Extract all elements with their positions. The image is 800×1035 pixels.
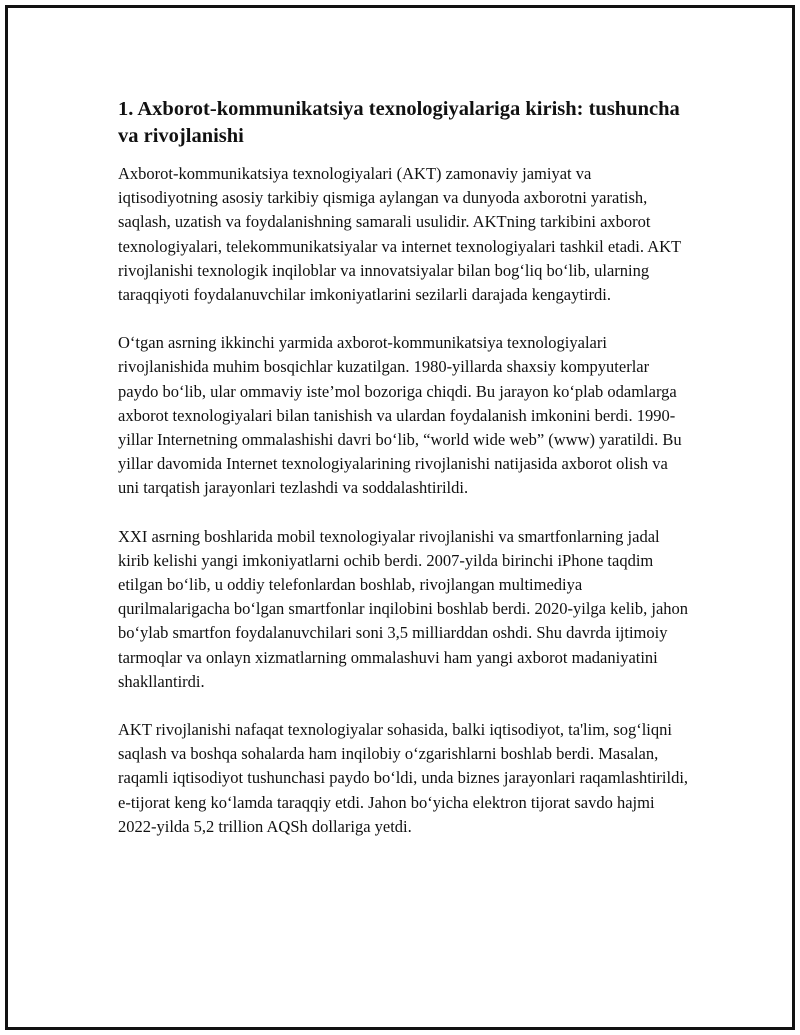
section-heading: 1. Axborot-kommunikatsiya texnologiyalariga kirish: tushuncha va rivojlanishi	[118, 98, 680, 147]
paragraph-3: XXI asrning boshlarida mobil texnologiyalar rivojlanishi va smartfonlarning jadal kirib kelishi yangi imkoniyatlarni ochib berdi. 2007-yilda birinchi iPhone taqdim etilgan bo‘lib, u oddiy telefonlardan boshlab, rivojlangan multimediya qurilmalarigacha bo‘lgan smartfonlar inqilobini boshlab berdi. 2020-yilga kelib, jahon bo‘ylab smartfon foydalanuvchilari soni 3,5 milliarddan oshdi. Shu davrda ijtimoiy tarmoqlar va onlayn xizmatlarning ommalashuvi ham yangi axborot madaniyatini shakllantirdi.	[118, 526, 689, 691]
paragraph-1: Axborot-kommunikatsiya texnologiyalari (AKT) zamonaviy jamiyat va iqtisodiyotning asosiy tarkibiy qismiga aylangan va dunyoda axborotni yaratish, saqlash, uzatish va foydalanishning samarali usulidir. AKTning tarkibini axborot texnologiyalari, telekommunikatsiyalar va internet texnologiyalari tashkil etadi. AKT rivojlanishi texnologik inqiloblar va innovatsiyalar bilan bog‘liq bo‘lib, ularning taraqqiyoti foydalanuvchilar imkoniyatlarini sezilarli darajada kengaytirdi.	[118, 164, 681, 305]
document-body	[118, 96, 690, 863]
paragraph-4: AKT rivojlanishi nafaqat texnologiyalar sohasida, balki iqtisodiyot, ta'lim, sog‘liqni saqlash va boshqa sohalarda ham inqilobiy o‘zgarishlarni boshlab berdi. Masalan, raqamli iqtisodiyot tushunchasi paydo bo‘ldi, unda biznes jarayonlari raqamlashtirildi, e-tijorat keng ko‘lamda taraqqiy etdi. Jahon bo‘yicha elektron tijorat savdo hajmi 2022-yilda 5,2 trillion AQSh dollariga yetdi.	[118, 720, 689, 836]
paragraph-2: O‘tgan asrning ikkinchi yarmida axborot-kommunikatsiya texnologiyalari rivojlanishida muhim bosqichlar kuzatilgan. 1980-yillarda shaxsiy kompyuterlar paydo bo‘lib, ular ommaviy iste’mol bozoriga chiqdi. Bu jarayon ko‘plab odamlarga axborot texnologiyalari bilan tanishish va ulardan foydalanish imkonini berdi. 1990-yillar Internetning ommalashishi davri bo‘lib, “world wide web” (www) yaratildi. Bu yillar davomida Internet texnologiyalarining rivojlanishi natijasida axborot olish va uni tarqatish jarayonlari tezlashdi va soddalashtirildi.	[118, 333, 682, 498]
